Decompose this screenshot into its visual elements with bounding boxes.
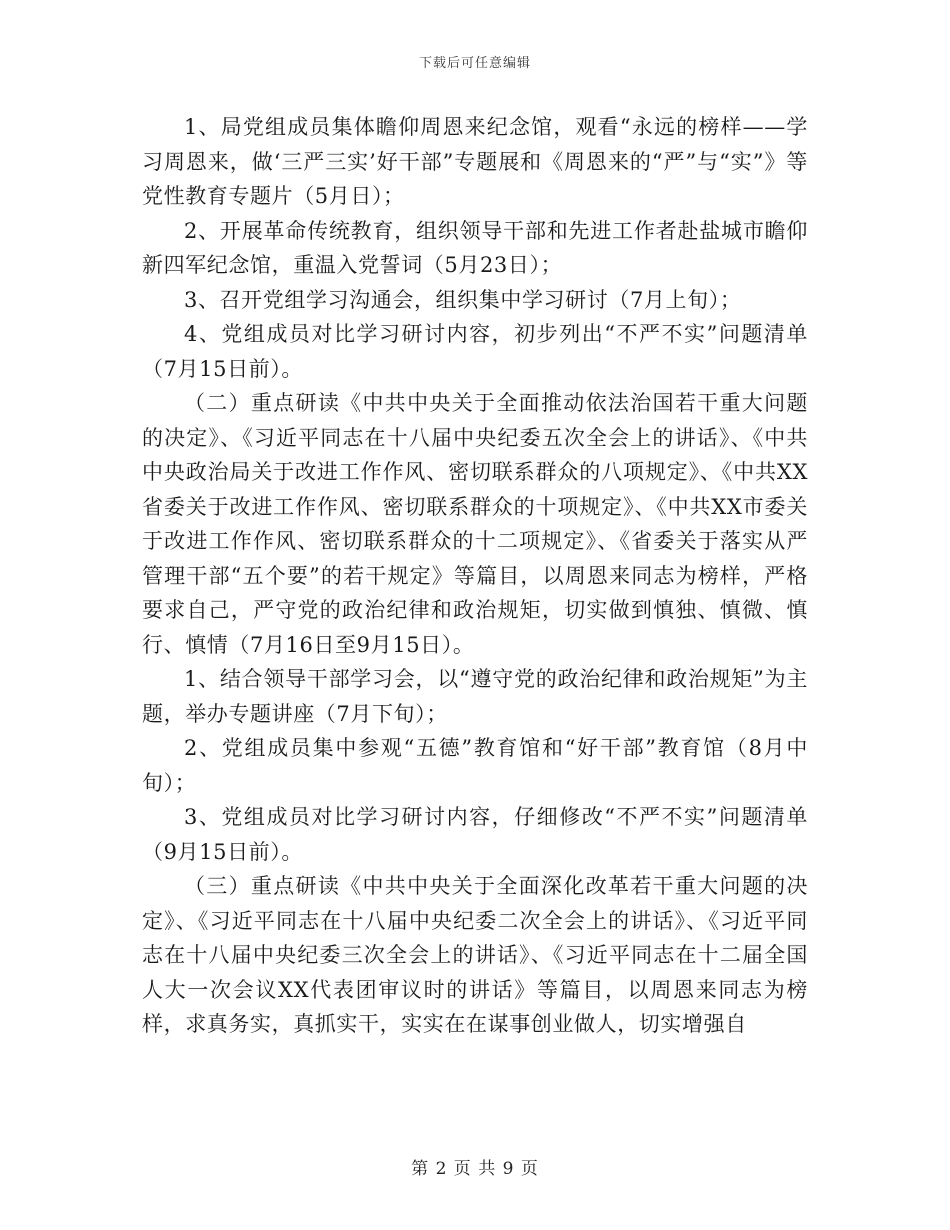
document-body bbox=[142, 110, 808, 1042]
paragraph: 1、结合领导干部学习会，以“遵守党的政治纪律和政治规矩”为主题，举办专题讲座（7月下旬）； bbox=[142, 667, 808, 726]
section-paragraph: （三）重点研读《中共中央关于全面深化改革若干重大问题的决定》、《习近平同志在十八届中央纪委二次全会上的讲话》、《习近平同志在十八届中央纪委三次全会上的讲话》、《习近平同志在十二届全国人大一次会议XX代表团审议时的讲话》等篇目，以周恩来同志为榜样，求真务实，真抓实干，实实在在谋事创业做人，切实增强自 bbox=[142, 874, 808, 1036]
page-header: 下载后可任意编辑 bbox=[418, 56, 531, 71]
paragraph: 4、党组成员对比学习研讨内容，初步列出“不严不实”问题清单（7月15日前）。 bbox=[142, 322, 808, 381]
paragraph: 2、党组成员集中参观“五德”教育馆和“好干部”教育馆（8月中旬）； bbox=[142, 736, 808, 795]
paragraph: 1、局党组成员集体瞻仰周恩来纪念馆，观看“永远的榜样——学习周恩来，做‘三严三实’好干部”专题展和《周恩来的“严”与“实”》等党性教育专题片（5月日）； bbox=[142, 115, 808, 208]
paragraph: 3、党组成员对比学习研讨内容，仔细修改“不严不实”问题清单（9月15日前）。 bbox=[142, 805, 808, 864]
section-paragraph: （二）重点研读《中共中央关于全面推动依法治国若干重大问题的决定》、《习近平同志在十八届中央纪委五次全会上的讲话》、《中共中央政治局关于改进工作作风、密切联系群众的八项规定》、《中共XX省委关于改进工作作风、密切联系群众的十项规定》、《中共XX市委关于改进工作作风、密切联系群众的十二项规定》、《省委关于落实从严管理干部“五个要”的若干规定》等篇目，以周恩来同志为榜样，严格要求自己，严守党的政治纪律和政治规矩，切实做到慎独、慎微、慎行、慎情（7月16日至9月15日）。 bbox=[142, 391, 808, 657]
paragraph: 3、召开党组学习沟通会，组织集中学习研讨（7月上旬）； bbox=[184, 287, 742, 312]
page-number: 第 2 页 共 9 页 bbox=[411, 1159, 539, 1179]
paragraph: 2、开展革命传统教育，组织领导干部和先进工作者赴盐城市瞻仰新四军纪念馆，重温入党誓词（5月23日）； bbox=[142, 218, 808, 277]
